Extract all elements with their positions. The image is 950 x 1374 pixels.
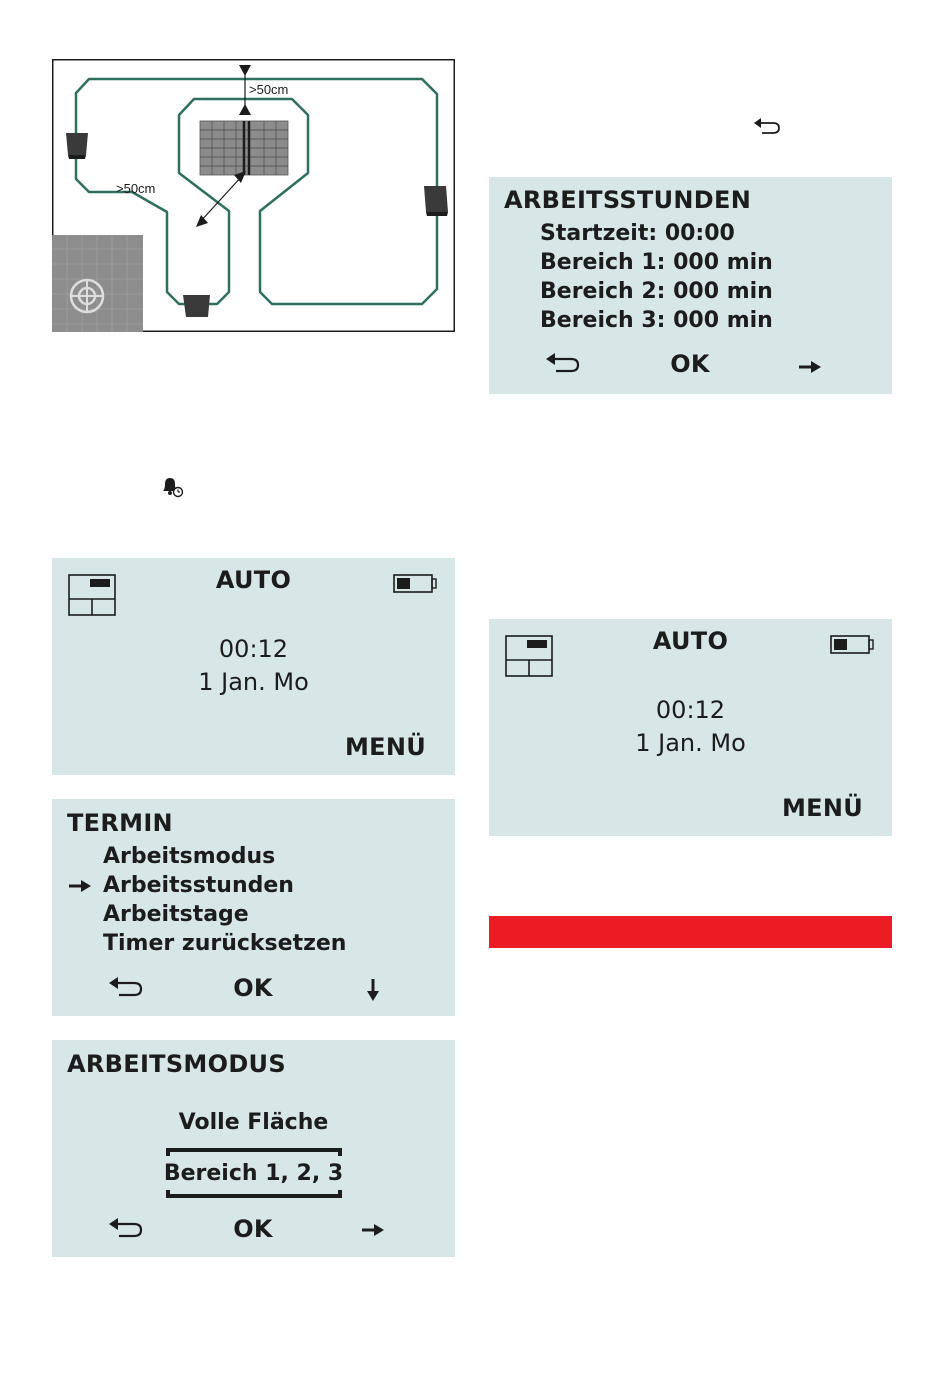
battery-icon xyxy=(830,635,874,655)
right-arrow-icon[interactable] xyxy=(798,360,822,374)
zone-map-icon xyxy=(505,635,553,677)
alarm-bell-icon xyxy=(159,475,185,499)
home-screen-display xyxy=(489,619,892,836)
ok-button[interactable]: OK xyxy=(233,1215,273,1243)
screen-title: ARBEITSSTUNDEN xyxy=(504,186,752,214)
clock-time: 00:12 xyxy=(218,635,289,663)
start-time-field[interactable]: Startzeit: 00:00 xyxy=(540,221,735,246)
menu-item-timer-reset[interactable]: Timer zurücksetzen xyxy=(103,931,347,956)
ok-button[interactable]: OK xyxy=(233,974,273,1002)
mode-label: AUTO xyxy=(215,566,292,594)
menu-item-arbeitsmodus[interactable]: Arbeitsmodus xyxy=(103,844,276,869)
battery-icon xyxy=(393,574,437,594)
option-zones[interactable]: Bereich 1, 2, 3 xyxy=(163,1161,344,1186)
option-full-area[interactable]: Volle Fläche xyxy=(178,1110,329,1135)
mode-label: AUTO xyxy=(652,627,729,655)
right-arrow-icon[interactable] xyxy=(361,1223,385,1237)
distance-label-top: >50cm xyxy=(249,82,289,97)
home-screen-display xyxy=(52,558,455,775)
menu-button[interactable]: MENÜ xyxy=(345,733,427,761)
clock-time: 00:12 xyxy=(655,696,726,724)
back-arrow-icon xyxy=(753,117,781,135)
warning-bar xyxy=(489,916,892,948)
arbeitsmodus-screen-display xyxy=(52,1040,455,1257)
menu-item-arbeitstage[interactable]: Arbeitstage xyxy=(103,902,249,927)
zone-3-field[interactable]: Bereich 3: 000 min xyxy=(540,308,773,333)
screen-title: ARBEITSMODUS xyxy=(67,1050,286,1078)
screen-title: TERMIN xyxy=(67,809,173,837)
menu-button[interactable]: MENÜ xyxy=(782,794,864,822)
menu-item-arbeitsstunden[interactable]: Arbeitsstunden xyxy=(103,873,294,898)
ok-button[interactable]: OK xyxy=(670,350,710,378)
menu-pointer-icon xyxy=(68,879,92,893)
date-label: 1 Jan. Mo xyxy=(198,668,309,696)
lawn-diagram xyxy=(52,59,455,332)
down-arrow-icon[interactable] xyxy=(366,978,380,1002)
arbeitsstunden-screen-display xyxy=(489,177,892,394)
zone-1-field[interactable]: Bereich 1: 000 min xyxy=(540,250,773,275)
back-arrow-icon[interactable] xyxy=(545,352,581,374)
charging-station-icon xyxy=(71,280,103,312)
zone-map-icon xyxy=(68,574,116,616)
termin-screen-display xyxy=(52,799,455,1016)
date-label: 1 Jan. Mo xyxy=(635,729,746,757)
distance-label-left: >50cm xyxy=(116,181,156,196)
back-arrow-icon[interactable] xyxy=(108,976,144,998)
back-arrow-icon[interactable] xyxy=(108,1217,144,1239)
zone-2-field[interactable]: Bereich 2: 000 min xyxy=(540,279,773,304)
